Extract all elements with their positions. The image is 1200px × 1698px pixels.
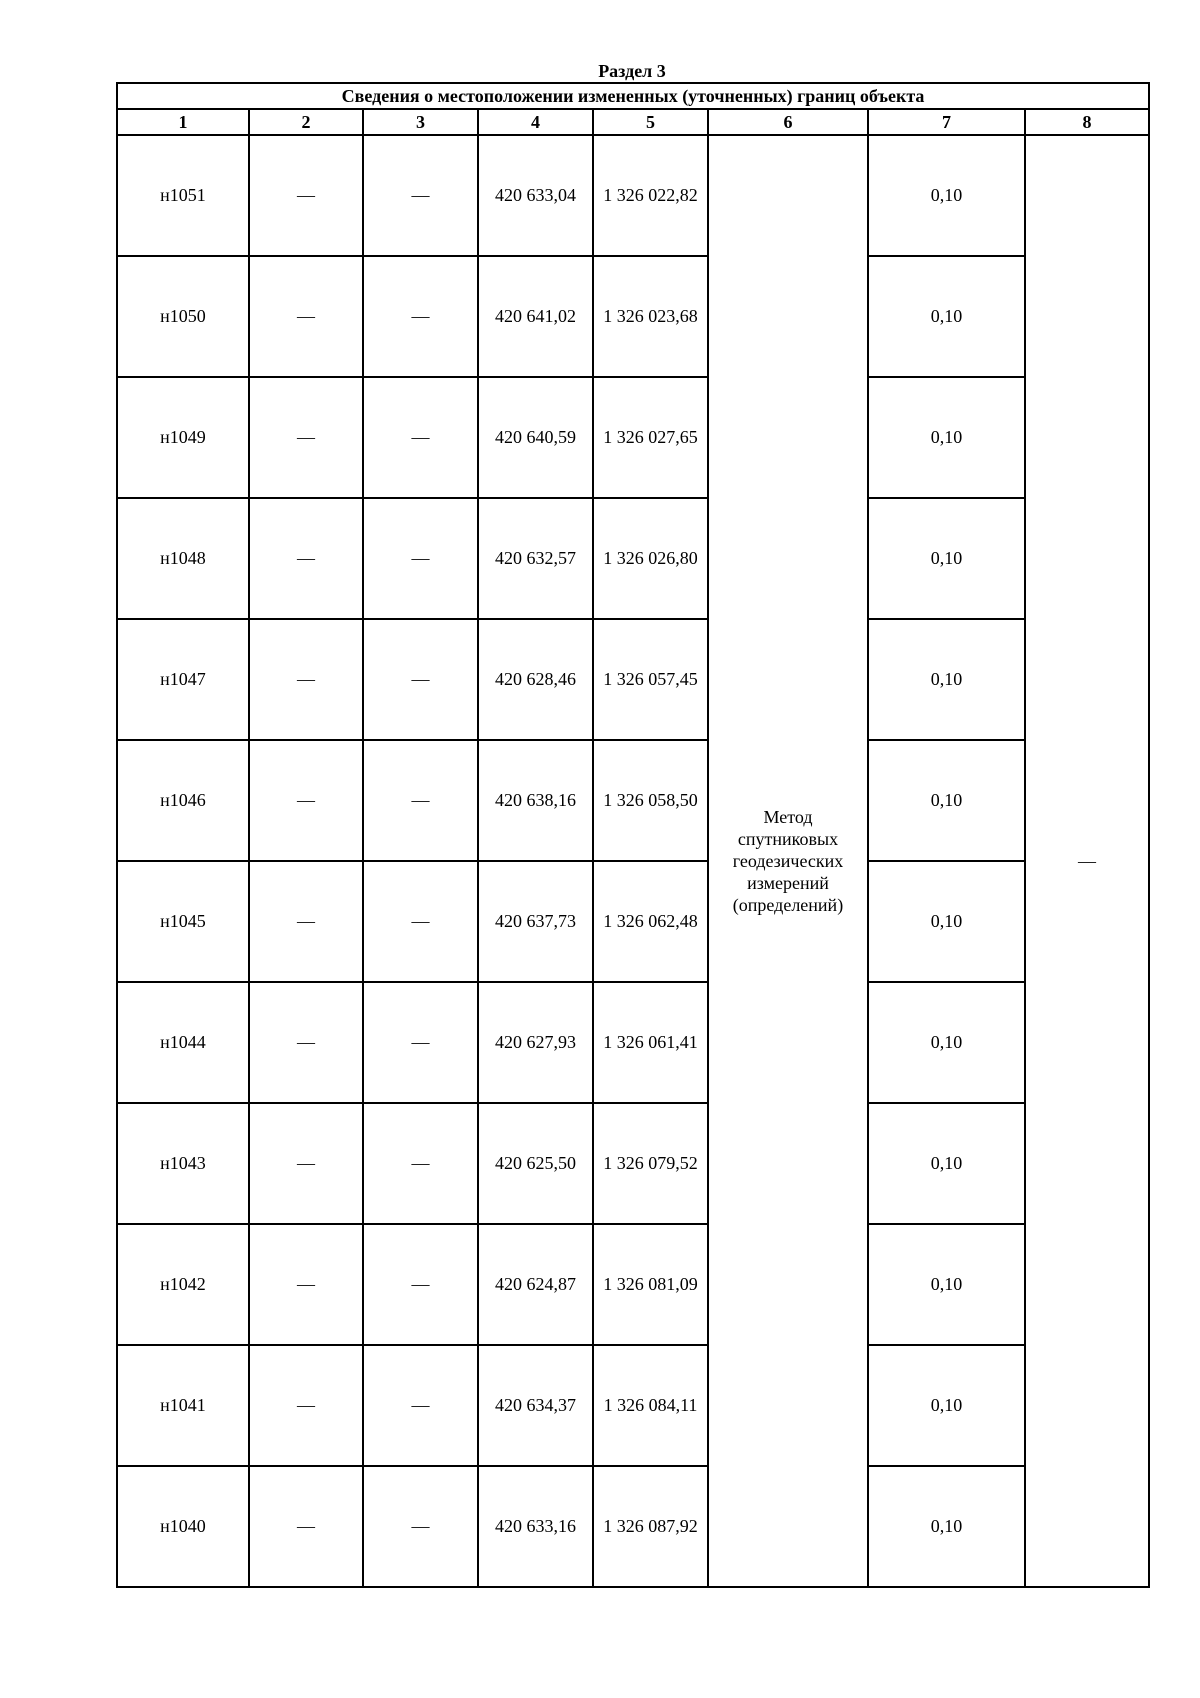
accuracy-cell: 0,10 <box>868 1466 1025 1587</box>
column-2-cell: — <box>249 740 363 861</box>
column-3-cell: — <box>363 861 478 982</box>
column-3-cell: — <box>363 1224 478 1345</box>
column-3-cell: — <box>363 377 478 498</box>
column-3-cell: — <box>363 498 478 619</box>
accuracy-cell: 0,10 <box>868 498 1025 619</box>
table-body <box>117 135 1149 1587</box>
accuracy-cell: 0,10 <box>868 740 1025 861</box>
point-number-cell: н1041 <box>117 1345 249 1466</box>
table-caption: Сведения о местоположении измененных (уточненных) границ объекта <box>117 83 1149 109</box>
coordinate-x-cell: 420 637,73 <box>478 861 593 982</box>
point-number-cell: н1043 <box>117 1103 249 1224</box>
column-header-8: 8 <box>1025 109 1149 135</box>
column-2-cell: — <box>249 377 363 498</box>
coordinate-y-cell: 1 326 022,82 <box>593 135 708 256</box>
method-line: (определений) <box>732 895 844 915</box>
column-2-cell: — <box>249 1345 363 1466</box>
coordinate-y-cell: 1 326 084,11 <box>593 1345 708 1466</box>
point-number-cell: н1046 <box>117 740 249 861</box>
column-2-cell: — <box>249 1224 363 1345</box>
table-row <box>117 256 1149 377</box>
coordinate-y-cell: 1 326 081,09 <box>593 1224 708 1345</box>
column-3-cell: — <box>363 740 478 861</box>
method-line: измерений <box>747 873 829 893</box>
coordinate-x-cell: 420 640,59 <box>478 377 593 498</box>
column-2-cell: — <box>249 135 363 256</box>
accuracy-cell: 0,10 <box>868 135 1025 256</box>
accuracy-cell: 0,10 <box>868 256 1025 377</box>
table-row <box>117 1345 1149 1466</box>
table-row <box>117 1466 1149 1587</box>
table-row <box>117 861 1149 982</box>
column-8-cell: — <box>1025 135 1149 1587</box>
column-header-4: 4 <box>478 109 593 135</box>
column-3-cell: — <box>363 1466 478 1587</box>
coordinate-y-cell: 1 326 027,65 <box>593 377 708 498</box>
coordinate-x-cell: 420 633,04 <box>478 135 593 256</box>
table-row <box>117 1103 1149 1224</box>
table-row <box>117 982 1149 1103</box>
coordinate-x-cell: 420 633,16 <box>478 1466 593 1587</box>
column-3-cell: — <box>363 982 478 1103</box>
coordinate-y-cell: 1 326 058,50 <box>593 740 708 861</box>
column-2-cell: — <box>249 256 363 377</box>
point-number-cell: н1042 <box>117 1224 249 1345</box>
method-line: геодезических <box>732 851 844 871</box>
coordinate-y-cell: 1 326 062,48 <box>593 861 708 982</box>
coordinate-x-cell: 420 628,46 <box>478 619 593 740</box>
coordinate-y-cell: 1 326 079,52 <box>593 1103 708 1224</box>
accuracy-cell: 0,10 <box>868 619 1025 740</box>
column-2-cell: — <box>249 1466 363 1587</box>
point-number-cell: н1040 <box>117 1466 249 1587</box>
coordinate-x-cell: 420 625,50 <box>478 1103 593 1224</box>
point-number-cell: н1044 <box>117 982 249 1103</box>
accuracy-cell: 0,10 <box>868 1345 1025 1466</box>
section-title: Раздел 3 <box>598 61 666 81</box>
column-header-2: 2 <box>249 109 363 135</box>
column-3-cell: — <box>363 256 478 377</box>
column-3-cell: — <box>363 619 478 740</box>
coordinate-x-cell: 420 638,16 <box>478 740 593 861</box>
coordinate-y-cell: 1 326 061,41 <box>593 982 708 1103</box>
column-3-cell: — <box>363 135 478 256</box>
coordinate-y-cell: 1 326 057,45 <box>593 619 708 740</box>
column-header-5: 5 <box>593 109 708 135</box>
column-header-3: 3 <box>363 109 478 135</box>
coordinate-y-cell: 1 326 087,92 <box>593 1466 708 1587</box>
column-2-cell: — <box>249 498 363 619</box>
point-number-cell: н1048 <box>117 498 249 619</box>
coordinate-x-cell: 420 641,02 <box>478 256 593 377</box>
table-row <box>117 619 1149 740</box>
method-cell <box>708 135 868 1587</box>
column-2-cell: — <box>249 1103 363 1224</box>
table-row <box>117 135 1149 256</box>
column-2-cell: — <box>249 619 363 740</box>
accuracy-cell: 0,10 <box>868 982 1025 1103</box>
coordinate-y-cell: 1 326 023,68 <box>593 256 708 377</box>
column-2-cell: — <box>249 861 363 982</box>
accuracy-cell: 0,10 <box>868 1103 1025 1224</box>
column-3-cell: — <box>363 1103 478 1224</box>
table-row <box>117 740 1149 861</box>
coordinate-x-cell: 420 627,93 <box>478 982 593 1103</box>
method-line: Метод <box>763 807 813 827</box>
coordinate-x-cell: 420 634,37 <box>478 1345 593 1466</box>
point-number-cell: н1049 <box>117 377 249 498</box>
column-2-cell: — <box>249 982 363 1103</box>
column-header-7: 7 <box>868 109 1025 135</box>
accuracy-cell: 0,10 <box>868 861 1025 982</box>
accuracy-cell: 0,10 <box>868 1224 1025 1345</box>
boundary-table <box>116 82 1150 1588</box>
column-3-cell: — <box>363 1345 478 1466</box>
table-row <box>117 1224 1149 1345</box>
table-row <box>117 377 1149 498</box>
accuracy-cell: 0,10 <box>868 377 1025 498</box>
point-number-cell: н1047 <box>117 619 249 740</box>
coordinate-x-cell: 420 624,87 <box>478 1224 593 1345</box>
coordinate-x-cell: 420 632,57 <box>478 498 593 619</box>
table-row <box>117 498 1149 619</box>
column-header-1: 1 <box>117 109 249 135</box>
point-number-cell: н1045 <box>117 861 249 982</box>
method-line: спутниковых <box>737 829 839 849</box>
coordinate-y-cell: 1 326 026,80 <box>593 498 708 619</box>
column-header-6: 6 <box>708 109 868 135</box>
point-number-cell: н1051 <box>117 135 249 256</box>
point-number-cell: н1050 <box>117 256 249 377</box>
